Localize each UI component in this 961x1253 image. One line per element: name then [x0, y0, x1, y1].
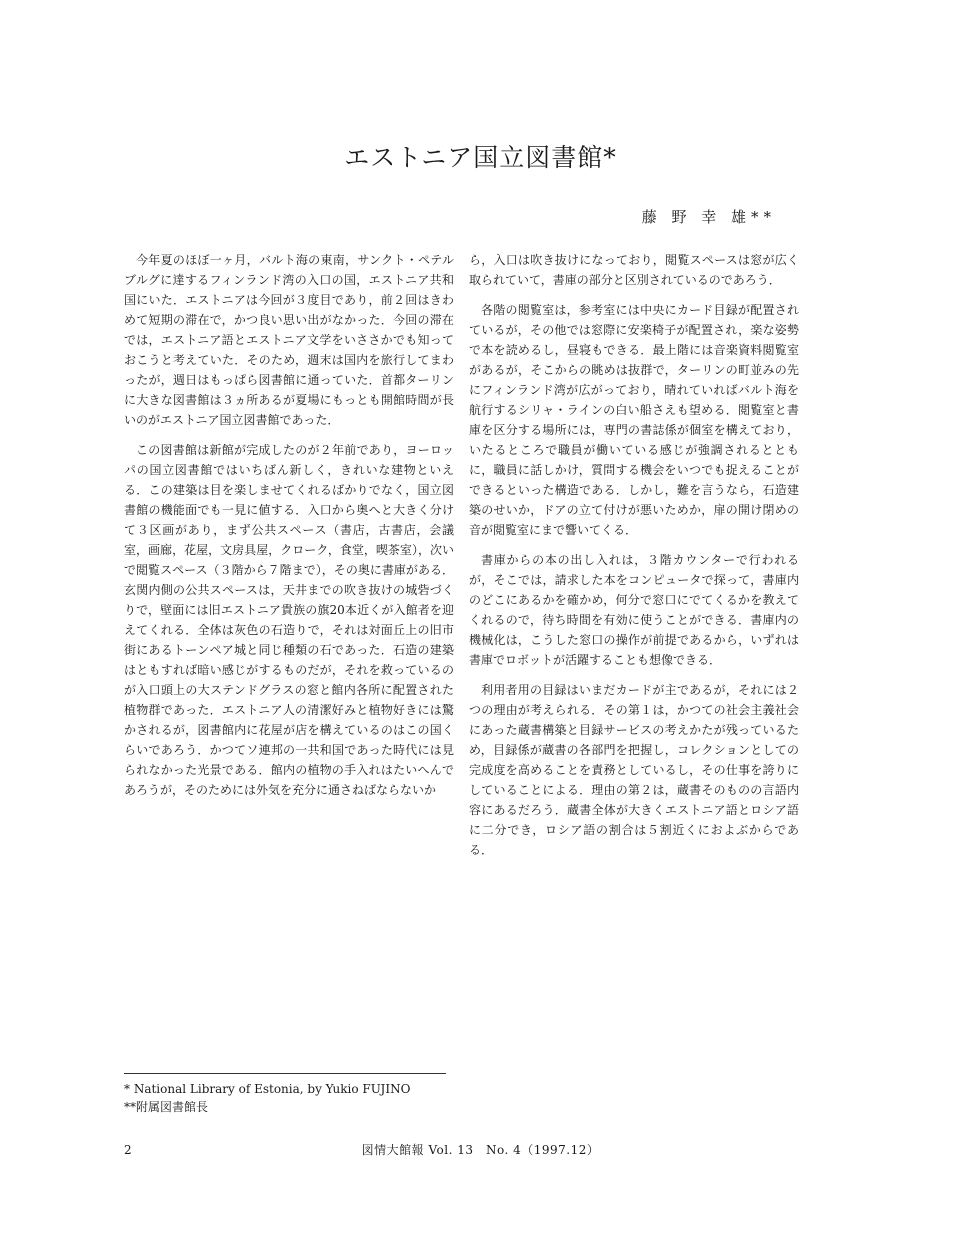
paragraph: 各階の閲覧室は，参考室には中央にカード目録が配置されているが，その他では窓際に安楽椅子が配置され，楽な姿勢で本を読めるし，昼寝もできる．最上階には音楽資料閲覧室があるが，そこからの眺めは抜群で，ターリンの町並みの先にフィンランド湾が広がっており，晴れていればバルト海を航行するシリャ・ラインの白い船さえも望める．閲覧室と書庫を区分する場所には，専門の書誌係が個室を構えており，いたるところで職員が働いている感じが強調されるとともに，職員に話しかけ，質問する機会をいつでも捉えることができるといった構造である．しかし，難を言うなら，石造建築のせいか，ドアの立て付けが悪いためか，扉の開け閉めの音が閲覧室にまで響いてくる．: [469, 303, 799, 537]
paragraph: 利用者用の目録はいまだカードが主であるが，それには２つの理由が考えられる．その第１は，かつての社会主義社会にあった蔵書構築と目録サービスの考えかたが残っているため，目録係が蔵書の各部門を把握し，コレクションとしての完成度を高めることを責務としているし，その仕事を誇りにしていることによる．理由の第２は，蔵書そのものの言語内容にあるだろう．蔵書全体が大きくエストニア語とロシア語に二分でき，ロシア語の割合は５割近くにおよぶからである．: [469, 683, 799, 857]
paragraph: この図書館は新館が完成したのが２年前であり，ヨーロッパの国立図書館ではいちばん新しく，きれいな建物といえる．この建築は目を楽しませてくれるばかりでなく，国立図書館の機能面でも一見に値する．入口から奥へと大きく分けて３区画があり，まず公共スペース（書店，古書店，会議室，画廊，花屋，文房具屋，クローク，食堂，喫茶室），次いで閲覧スペース（３階から７階まで），その奥に書庫がある．玄関内側の公共スペースは，天井までの吹き抜けの城砦づくりで，壁面には旧エストニア貴族の旗20本近くが入館者を迎えてくれる．全体は灰色の石造りで，それは対面丘上の旧市街にあるトーンペア城と同じ種類の石であった．石造の建築はともすれば暗い感じがするものだが，それを救っているのが入口頭上の大ステンドグラスの窓と館内各所に配置された植物群であった．エストニア人の清潔好みと植物好きには驚かされるが，図書館内に花屋が店を構えているのはこの国くらいであろう．かつてソ連邦の一共和国であった時代には見られなかった光景である．館内の植物の手入れはたいへんであろうが，そのためには外気を充分に通さねばならないか: [124, 443, 454, 797]
paragraph: 書庫からの本の出し入れは，３階カウンターで行われるが，そこでは，請求した本をコンピュータで探って，書庫内のどこにあるかを確かめ，何分で窓口にでてくるかを教えてくれるので，待ち時間を有効に使うことができる．書庫内の機械化は，こうした窓口の操作が前提であるから，いずれは書庫でロボットが活躍することも想像できる．: [469, 553, 799, 667]
article-title: エストニア国立図書館*: [344, 143, 617, 172]
author-name: 藤 野 幸 雄**: [641, 208, 776, 226]
page-number: 2: [124, 1143, 132, 1157]
journal-citation: 図情大館報 Vol. 13 No. 4（1997.12）: [361, 1143, 600, 1157]
footnote-english-title: * National Library of Estonia, by Yukio FUJINO: [124, 1082, 411, 1096]
right-text-column: [469, 250, 799, 860]
footnotes: [124, 1080, 454, 1116]
footnote-author-affiliation: **附属図書館長: [124, 1100, 209, 1114]
footnote-divider: [124, 1073, 446, 1074]
left-text-column: [124, 250, 454, 800]
paragraph: ら，入口は吹き抜けになっており，閲覧スペースは窓が広く取られていて，書庫の部分と区別されているのであろう．: [469, 253, 799, 287]
paragraph: 今年夏のほぼ一ヶ月，バルト海の東南，サンクト・ペテルブルグに達するフィンランド湾の入口の国，エストニア共和国にいた．エストニアは今回が３度目であり，前２回はきわめて短期の滞在で，かつ良い思い出がなかった．今回の滞在では，エストニア語とエストニア文学をいささかでも知っておこうと考えていた．そのため，週末は国内を旅行してまわったが，週日はもっぱら図書館に通っていた．首都ターリンに大きな図書館は３ヵ所あるが夏場にもっとも開館時間が長いのがエストニア国立図書館であった．: [124, 253, 454, 427]
